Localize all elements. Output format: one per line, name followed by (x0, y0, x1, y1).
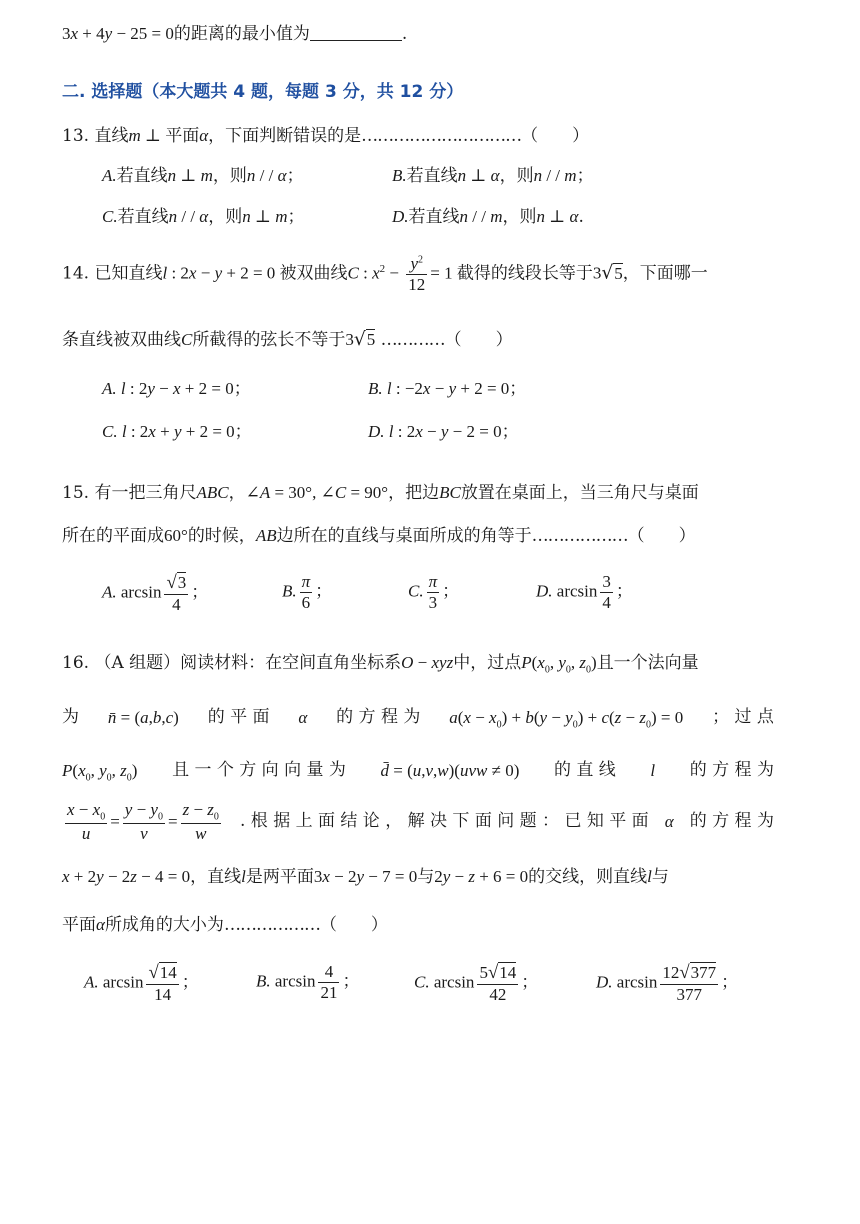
section-title: 二. 选择题（本大题共 4 题，每题 3 分，共 12 分） (62, 82, 464, 102)
q13-option-c[interactable]: C.若直线n / / α，则n ⊥ m； (102, 207, 305, 227)
q13-option-a[interactable]: A.若直线n ⊥ m，则n / / α； (102, 166, 304, 186)
q16-option-c[interactable]: C. arcsin $\frac{5√14}{42}$ ； (414, 962, 539, 1004)
q16-line5: x + 2y − 2z − 4 = 0，直线l是两平面3x − 2y − 7 = 0与2y − z + 6 = 0的交线，则直线l与 (62, 867, 669, 887)
q15-option-d[interactable]: D. arcsin $\frac{3}{4}$ ； (536, 572, 633, 612)
q16-line2: 为 n̄ = (a,b,c) 的 平 面 α 的 方 程 为 $a(x - x_0) + b(y - y_0) + c(z - z_0) = 0$ ； 过 点 (62, 707, 774, 731)
q16-option-b[interactable]: B. arcsin $\frac{4}{21}$ ； (256, 962, 360, 1002)
q14-option-c[interactable]: C. l : 2x + y + 2 = 0； (102, 422, 252, 442)
q15-stem: 15. 有一把三角尺ABC，∠A = 30°, ∠C = 90°，把边BC放置在桌面上，当三角尺与桌面 (62, 483, 699, 503)
q14-option-b[interactable]: B. l : −2x − y + 2 = 0； (368, 379, 527, 399)
q14-option-d[interactable]: D. l : 2x − y − 2 = 0； (368, 422, 519, 442)
q15-option-b[interactable]: B. $\frac{\pi}{6}$ ； (282, 572, 333, 612)
answer-blank[interactable] (310, 26, 402, 41)
q15-option-c[interactable]: C. $\frac{\pi}{3}$ ； (408, 572, 460, 612)
q13-stem: 13. 直线m ⊥ 平面α，下面判断错误的是…………………………（ ） (62, 126, 590, 146)
q15-stem-line2: 所在的平面成60°的时候，AB边所在的直线与桌面所成的角等于………………（ ） (62, 526, 696, 546)
q12-text: 的距离的最小值为 (173, 24, 310, 44)
q16-line4: $\frac{x - x_0}{u}$ = $\frac{y - y_0}{v}$ = $\frac{z - z_0}{w}$ . 根 据 上 面 结 论 ， 解 决 下 面 问 题 ： 已 知 平 面 α 的 方 程 为 (67, 800, 774, 843)
q14-stem-line2: 条直线被双曲线C所截得的弦长不等于3√5 …………（ ） (62, 329, 513, 350)
q13-option-b[interactable]: B.若直线n ⊥ α，则n / / m； (392, 166, 594, 186)
q15-option-a[interactable]: A. arcsin $\frac{√3}{4}$ ； (102, 572, 209, 614)
q16-stem: 16. （A 组题）阅读材料：在空间直角坐标系O − xyz中，过点$P(x_0$, $y_0$, $z_0$)且一个法向量 (62, 653, 699, 676)
q14-stem: 14. 已知直线l : 2x − y + 2 = 0 被双曲线C : $x^2$ − $\frac{y^2}{12}$ = 1 截得的线段长等于3√5，下面哪一 (62, 254, 708, 294)
q16-option-d[interactable]: D. arcsin $\frac{12√377}{377}$ ； (596, 962, 739, 1004)
fraction-y2-over-12: $\frac{y^2}{12}$ (408, 254, 426, 294)
q16-line6: 平面α所成角的大小为………………（ ） (62, 915, 388, 935)
q12-equation: 3x + 4y − 25 = 0 (62, 24, 174, 43)
q14-option-a[interactable]: A. l : 2y − x + 2 = 0； (102, 379, 251, 399)
q12-tail: 3x + 4y − 25 = 0的距离的最小值为 . (62, 24, 408, 44)
q16-line3: $P(x_0$, $y_0$, $z_0$) 且 一 个 方 向 向 量 为 d̄ = (u,v,w)(uvw ≠ 0) 的 直 线 l 的 方 程 为 (62, 760, 774, 784)
q13-option-d[interactable]: D.若直线n / / m，则n ⊥ α. (392, 207, 584, 227)
q16-option-a[interactable]: A. arcsin $\frac{√14}{14}$ ； (84, 962, 199, 1004)
